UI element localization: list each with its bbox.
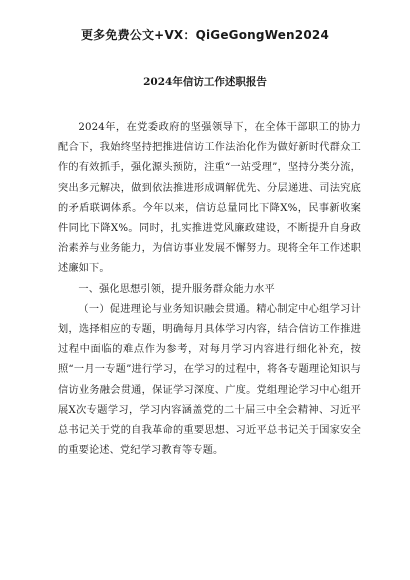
paragraph-section-1: （一）促进理论与业务知识融会贯通。精心制定中心组学习计划，选择相应的专题，明确每月具体学习内容，结合信访工作推进过程中面临的难点作为参考，对每月学习内容进行细化补充，按照“一月一专题”进行学习，在学习的过程中，将各专题理论知识与信访业务融会贯通，保证学习深度、广度。党组理论学习中心组开展X次专题学习，学习内容涵盖党的二十届三中全会精神、习近平总书记关于党的自我革命的重要思想、习近平总书记关于国家安全的重要论述、党纪学习教育等专题。 bbox=[58, 303, 361, 457]
document-body bbox=[58, 118, 361, 461]
document-title: 2024年信访工作述职报告 bbox=[143, 76, 267, 88]
paragraph-intro: 2024年，在党委政府的坚强领导下，在全体干部职工的协力配合下，我始终坚持把推进信访工作法治化作为做好新时代群众工作的有效抓手，强化源头预防，注重“一站受理”，坚持分类分流，突出多元解决，做到依法推进形成调解优先、分层递进、司法究底的矛盾联调体系。今年以来，信访总量同比下降X%，民事新收案件同比下降X%。同时，扎实推进党风廉政建设，不断提升自身政治素养与业务能力，为信访事业发展不懈努力。现将全年工作述职述廉如下。 bbox=[58, 122, 361, 275]
promo-header: 更多免费公文+VX：QiGeGongWen2024 bbox=[80, 28, 329, 42]
section-heading: 一、强化思想引领，提升服务群众能力水平 bbox=[78, 283, 275, 295]
